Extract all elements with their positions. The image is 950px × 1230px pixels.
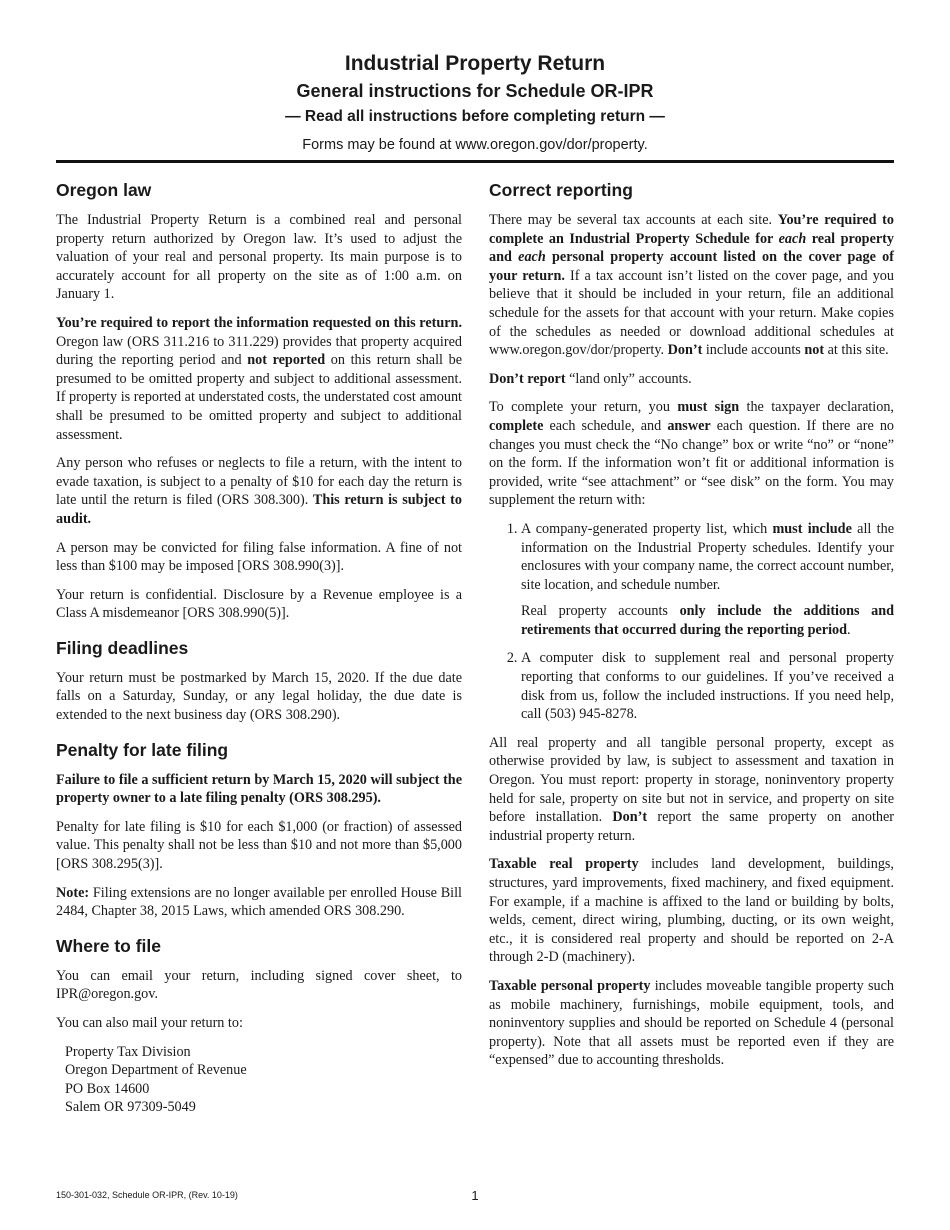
paragraph: A person may be convicted for filing false information. A fine of not less than $100 may be imposed [ORS 308.990(3)]. — [56, 539, 462, 575]
section-where-to-file — [56, 931, 462, 1117]
document-header — [0, 0, 950, 158]
section-heading: Correct reporting — [489, 180, 633, 200]
section-heading: Filing deadlines — [56, 637, 189, 658]
section-heading: Oregon law — [56, 180, 152, 200]
right-column — [489, 175, 894, 1080]
paragraph: You can email your return, including signed cover sheet, to IPR@oregon.gov. — [56, 967, 462, 1003]
paragraph: You can also mail your return to: — [56, 1015, 243, 1031]
address-line: Property Tax Division — [65, 1043, 191, 1060]
section-correct-reporting — [489, 175, 894, 1070]
paragraph: Your return must be postmarked by March 15, 2020. If the due date falls on a Saturday, Sunday, or any legal holiday, the due date is extended to the next business day (ORS 308.290). — [56, 669, 462, 724]
address-line: PO Box 14600 — [65, 1080, 150, 1097]
document-title: Industrial Property Return — [344, 52, 606, 75]
address-line: Salem OR 97309-5049 — [65, 1099, 196, 1116]
section-heading: Penalty for late filing — [56, 739, 229, 760]
paragraph: Taxable personal property includes moveable tangible property such as mobile machinery, furnishings, mobile equipment, tools, and noninventory supplies and should be reported on Schedule 4 (personal property). Note that all assets must be reported even if they are “expensed” due to accounting thresholds. — [489, 977, 894, 1069]
header-divider — [56, 160, 894, 163]
section-penalty-late-filing — [56, 735, 462, 921]
paragraph: The Industrial Property Return is a combined real and personal property return authorized by Oregon law. It’s used to adjust the valuation of your real and personal property. Its main purpose is to accurately account for all property on the site as of 1:00 a.m. on January 1. — [56, 212, 462, 303]
read-instructions-note: — Read all instructions before completing return — — [285, 108, 665, 125]
paragraph: Don’t report “land only” accounts. — [489, 370, 692, 387]
list-item: 1. A company-generated property list, which must include all the information on the Industrial Property schedules. Identify your enclosures with your company name, the correct account number, site location, and schedule number. Real property accounts only include the additions and retirements that occurred during the reporting period. — [521, 520, 894, 640]
forms-location-note: Forms may be found at www.oregon.gov/dor/property. — [302, 137, 648, 153]
paragraph: Taxable real property includes land development, buildings, structures, yard improvements, fixed machinery, and fixed equipment. For example, if a machine is affixed to the land or building by bolts, welds, cement, direct wiring, plumbing, ducting, or its own weight, etc., it is considered real property and should be reported on 2-A through 2-D (machinery). — [489, 856, 894, 966]
paragraph: Note: Filing extensions are no longer available per enrolled House Bill 2484, Chapter 38, 2015 Laws, which amended ORS 308.290. — [56, 884, 462, 920]
paragraph: Your return is confidential. Disclosure by a Revenue employee is a Class A misdemeanor [ORS 308.990(5)]. — [56, 586, 462, 622]
supplement-list — [489, 520, 894, 724]
list-item: 2. A computer disk to supplement real and personal property reporting that conforms to our guidelines. If you’ve received a disk from us, follow the included instructions. If you need help, call (503) 945-8278. — [521, 649, 894, 723]
paragraph: Failure to file a sufficient return by March 15, 2020 will subject the property owner to a late filing penalty (ORS 308.295). — [56, 771, 462, 807]
address-line: Oregon Department of Revenue — [65, 1062, 247, 1079]
left-column — [56, 175, 462, 1127]
paragraph: To complete your return, you must sign the taxpayer declaration, complete each schedule, and answer each question. If there are no changes you must check the “No change” box or write “no” or “none” on the form. If the information won’t fit or additional information is provided, write “see attachment” or “see disk” on the form. You may supplement the return with: — [489, 399, 895, 509]
paragraph: You’re required to report the information requested on this return. Oregon law (ORS 311.216 to 311.229) provides that property acquired during the reporting period and not reported on this return shall be presumed to be omitted property and subject to additional assessment. If property is reported at understated costs, the understated cost amount shall be presumed to be omitted property and subject to additional assessment. — [56, 314, 463, 443]
document-subtitle: General instructions for Schedule OR-IPR — [296, 81, 654, 101]
paragraph: Real property accounts only include the additions and retirements that occurred during the reporting period. — [521, 603, 894, 638]
form-identifier: 150-301-032, Schedule OR-IPR, (Rev. 10-19) — [56, 1190, 238, 1200]
paragraph: There may be several tax accounts at each site. You’re required to complete an Industrial Property Schedule for each real property and each personal property account listed on the cover page of your return. If a tax account isn’t listed on the cover page, and you believe that it should be included in your return, file an additional schedule for the assets for that account with your return. Make copies of the schedules as needed or download additional schedules at www.oregon.gov/dor/property. Don’t include accounts not at this site. — [489, 212, 894, 359]
paragraph: Penalty for late filing is $10 for each $1,000 (or fraction) of assessed value. This penalty shall not be less than $10 and not more than $5,000 [ORS 308.295(3)]. — [56, 818, 462, 873]
section-filing-deadlines — [56, 633, 462, 725]
section-heading: Where to file — [56, 935, 162, 956]
mailing-address — [65, 1043, 462, 1117]
page-number: 1 — [471, 1188, 479, 1203]
paragraph: Any person who refuses or neglects to file a return, with the intent to evade taxation, is subject to a penalty of $10 for each day the return is late until the return is filed (ORS 308.300). This return is subject to audit. — [56, 455, 462, 527]
paragraph: All real property and all tangible personal property, except as otherwise provided by law, is subject to assessment and taxation in Oregon. You must report: property in storage, noninventory property held for sale, property on site but not in service, and property on site before installation. Don’t report the same property on another industrial property return. — [489, 734, 895, 844]
section-oregon-law — [56, 175, 462, 623]
